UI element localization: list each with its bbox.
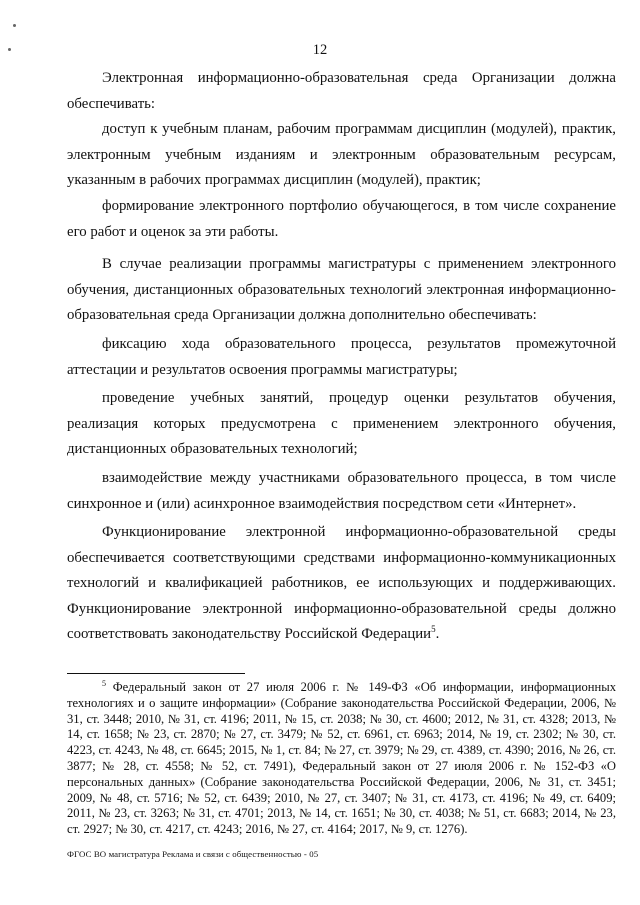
footnote-text: Федеральный закон от 27 июля 2006 г. № 149-ФЗ «Об информации, информационных технологиях и о защите информации» (Собрание законодательства Российской Федерации, 2006, № 31, ст. 3448; 2010, № 31, ст. 4196; 2011, № 15, ст. 2038; № 30, ст. 4600; 2012, № 31, ст. 4328; 2013, № 14, ст. 1658; № 23, ст. 2870; № 27, ст. 3479; № 52, ст. 6961, ст. 6963; 2014, № 19, ст. 2302; № 30, ст. 4223, ст. 4243, № 48, ст. 6645; 2015, № 1, ст. 84; № 27, ст. 3979; № 29, ст. 4389, ст. 4390; 2016, № 26, ст. 3877; № 28, ст. 4558; № 52, ст. 7491), Федеральный закон от 27 июля 2006 г. № 152-ФЗ «О персональных данных» (Собрание законодательства Российской Федерации, 2006, № 31, ст. 3451; 2009, № 48, ст. 5716; № 52, ст. 6439; 2010, № 27, ст. 3407; № 31, ст. 4173, ст. 4196; № 49, ст. 6409; 2011, № 23, ст. 3263; № 31, ст. 4701; 2013, № 14, ст. 1651; № 30, ст. 4038; № 51, ст. 6683; 2014, № 23, ст. 2927; № 30, ст. 4217, ст. 4243; 2016, № 27, ст. 4164; 2017, № 9, ст. 1276). [67, 680, 616, 837]
document-footer: ФГОС ВО магистратура Реклама и связи с общественностью - 05 [67, 849, 319, 859]
paragraph-final [67, 520, 616, 648]
footnote-separator [67, 673, 245, 674]
paragraph: Электронная информационно-образовательная среда Организации должна обеспечивать: [67, 70, 616, 112]
paragraph: доступ к учебным планам, рабочим программам дисциплин (модулей), практик, электронным учебным изданиям и электронным образовательным ресурсам, указанным в рабочих программах дисциплин (модулей), практик; [67, 121, 616, 189]
paragraph: В случае реализации программы магистратуры с применением электронного обучения, дистанционных образовательных технологий электронная информационно-образовательная среда Организации должна дополнительно обеспечивать: [67, 256, 616, 324]
scan-mark [13, 24, 16, 27]
paragraph: проведение учебных занятий, процедур оценки результатов обучения, реализация которых предусмотрена с применением электронного обучения, дистанционных образовательных технологий; [67, 390, 616, 458]
paragraph: формирование электронного портфолио обучающегося, в том числе сохранение его работ и оценок за эти работы. [67, 197, 616, 240]
page-number: 12 [312, 42, 328, 58]
footnote [67, 680, 616, 838]
paragraph: фиксацию хода образовательного процесса, результатов промежуточной аттестации и результатов освоения программы магистратуры; [67, 335, 616, 378]
paragraph-end: . [435, 626, 440, 643]
document-body [67, 66, 616, 651]
footnote-reference: 5 [431, 624, 436, 635]
paragraph: взаимодействие между участниками образовательного процесса, в том числе синхронное и (или) асинхронное взаимодействия посредством сети «Интернет». [67, 469, 616, 512]
footnote-marker: 5 [102, 678, 106, 688]
paragraph-text: Функционирование электронной информационно-образовательной среды обеспечивается соответствующими средствами информационно-коммуникационных технологий и квалификацией работников, ее использующих и поддерживающих. Функционирование электронной информационно-образовательной среды должно соответствовать законодательству Российской Федерации [67, 524, 616, 643]
